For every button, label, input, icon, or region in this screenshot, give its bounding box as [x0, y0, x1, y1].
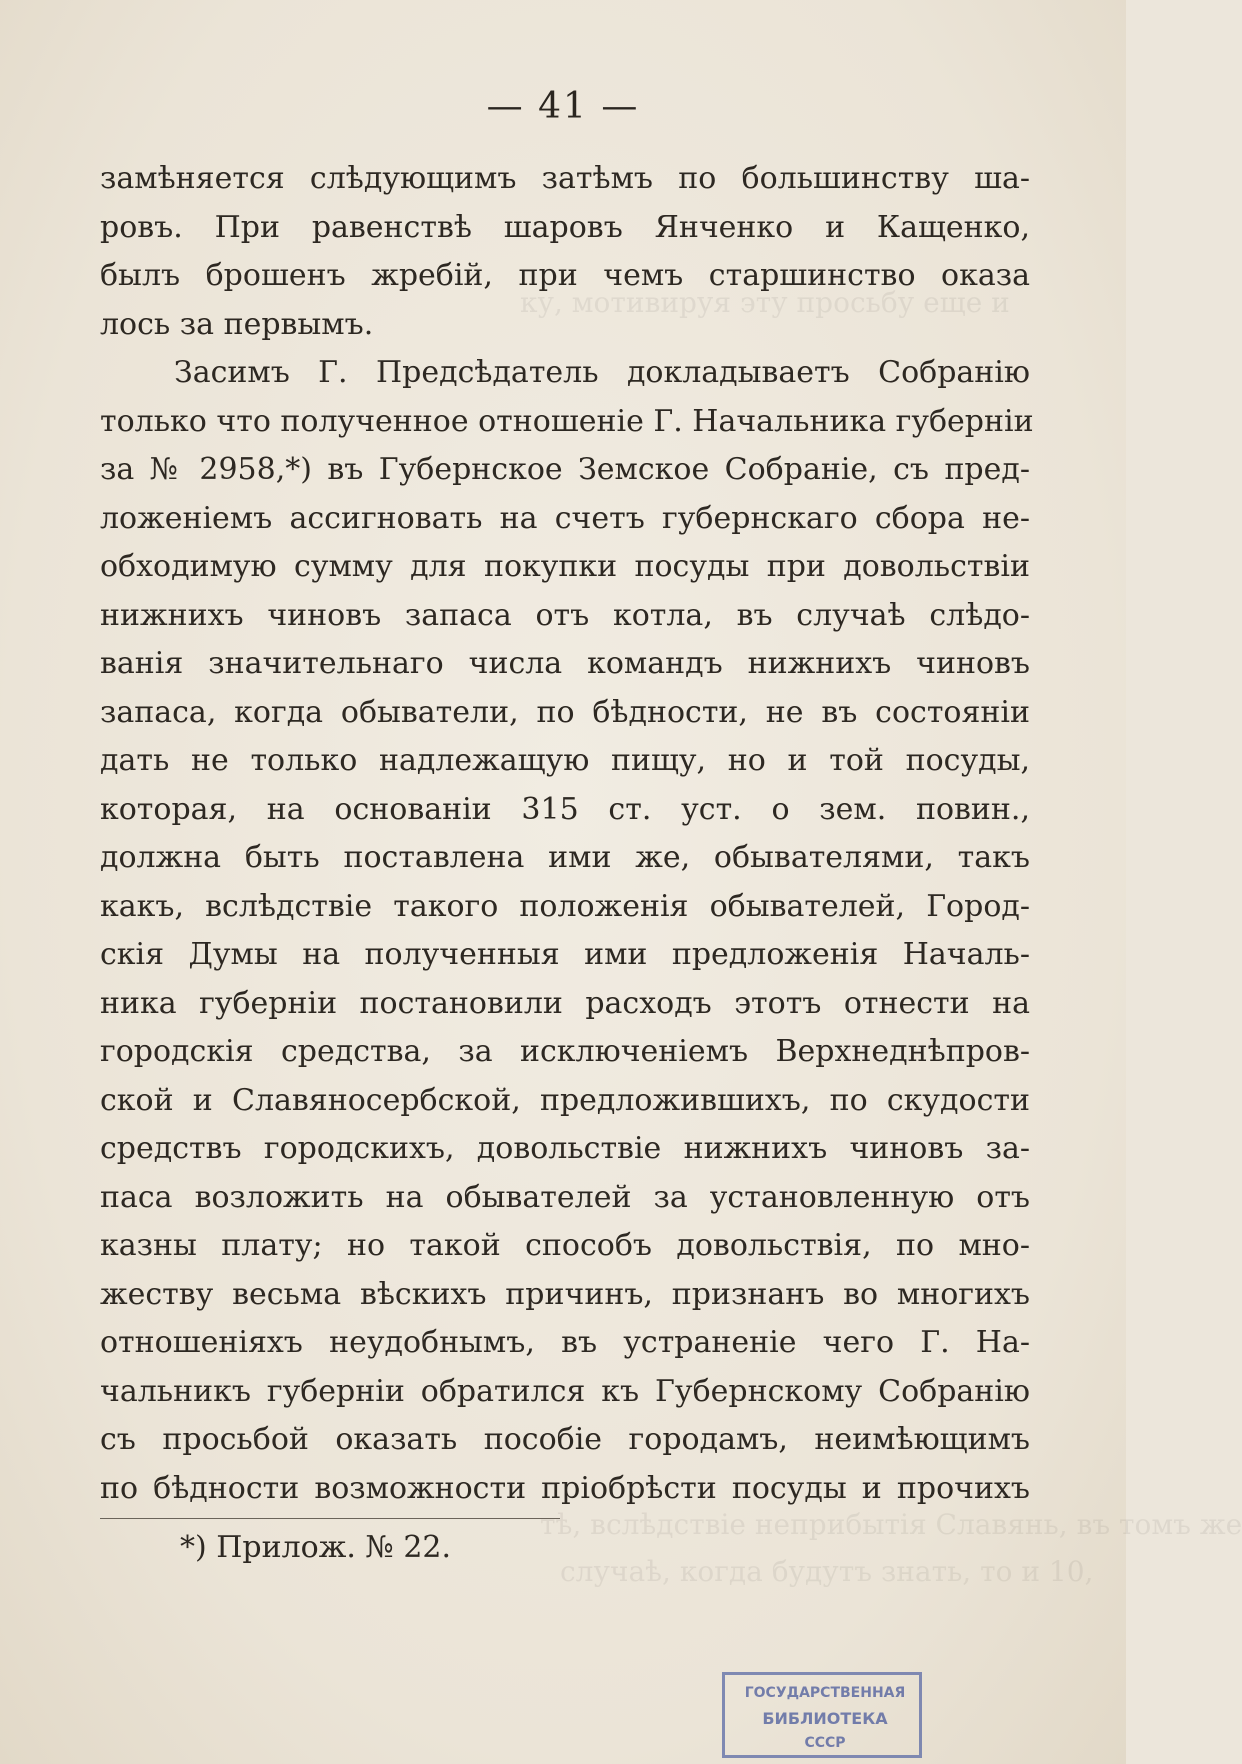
text-line: ской и Славяносербской, предложившихъ, по скудости — [100, 1082, 1030, 1118]
text-line: по бѣдности возможности пріобрѣсти посуды и прочихъ — [100, 1470, 1030, 1506]
text-line: только что полученное отношеніе Г. Начальника губерніи — [100, 403, 1034, 439]
body-text — [100, 155, 1034, 1513]
text-line: нижнихъ чиновъ запаса отъ котла, въ случаѣ слѣдо- — [100, 597, 1030, 633]
text-line: ника губерніи постановили расходъ этотъ отнести на — [100, 985, 1030, 1021]
text-line: отношеніяхъ неудобнымъ, въ устраненіе чего Г. На- — [100, 1325, 1030, 1360]
text-line: казны плату; но такой способъ довольствія, по мно- — [100, 1228, 1030, 1263]
text-line: ложеніемъ ассигновать на счетъ губернскаго сбора не- — [100, 500, 1030, 536]
text-line: жеству весьма вѣскихъ причинъ, признанъ во многихъ — [100, 1276, 1030, 1312]
text-line: дать не только надлежащую пищу, но и той посуды, — [100, 743, 1030, 778]
text-line: запаса, когда обыватели, по бѣдности, не въ состояніи — [100, 694, 1030, 730]
text-line: скія Думы на полученныя ими предложенія Началь- — [100, 937, 1030, 972]
text-line: чальникъ губерніи обратился къ Губернскому Собранію — [100, 1373, 1030, 1409]
text-line: Засимъ Г. Предсѣдатель докладываетъ Собранію — [174, 355, 1030, 390]
text-line: должна быть поставлена ими же, обывателями, такъ — [100, 840, 1030, 875]
text-line: ванія значительнаго числа командъ нижнихъ чиновъ — [100, 646, 1030, 681]
text-line: паса возложить на обывателей за установленную отъ — [100, 1179, 1030, 1215]
text-line: городскія средства, за исключеніемъ Верхнеднѣпров- — [100, 1034, 1030, 1069]
text-line: съ просьбой оказать пособіе городамъ, неимѣющимъ — [100, 1422, 1030, 1457]
text-line: былъ брошенъ жребій, при чемъ старшинство оказа — [100, 258, 1030, 293]
text-line: за № 2958,*) въ Губернское Земское Собраніе, съ пред- — [100, 452, 1030, 487]
stamp-line: БИБЛИОТЕКА — [762, 1709, 888, 1728]
text-line: обходимую сумму для покупки посуды при довольствіи — [100, 549, 1030, 584]
bleed-through-text-3: случаѣ, когда будутъ знать, то и 10, — [560, 1555, 1094, 1588]
stamp-line: ГОСУДАРСТВЕННАЯ — [744, 1685, 906, 1701]
footnote-divider — [100, 1518, 560, 1519]
text-line: лось за первымъ. — [100, 306, 374, 342]
text-line: которая, на основаніи 315 ст. уст. о зем. повин., — [100, 791, 1030, 827]
text-line: ровъ. При равенствѣ шаровъ Янченко и Кащенко, — [100, 209, 1030, 245]
page-number: — 41 — — [486, 86, 640, 127]
footnote: *) Прилож. № 22. — [180, 1530, 452, 1565]
stamp-line: СССР — [804, 1735, 846, 1751]
text-line: средствъ городскихъ, довольствіе нижнихъ чиновъ за- — [100, 1131, 1030, 1166]
text-line: замѣняется слѣдующимъ затѣмъ по большинству ша- — [100, 161, 1030, 196]
bleed-through-text-1: ку, мотивируя эту просьбу еще и — [520, 286, 1010, 319]
text-line: какъ, вслѣдствіе такого положенія обывателей, Город- — [100, 888, 1030, 924]
bleed-through-text-2: тѣ, вслѣдствіе неприбытія Славянь, въ томъ же — [540, 1508, 1242, 1541]
library-stamp — [722, 1672, 922, 1758]
